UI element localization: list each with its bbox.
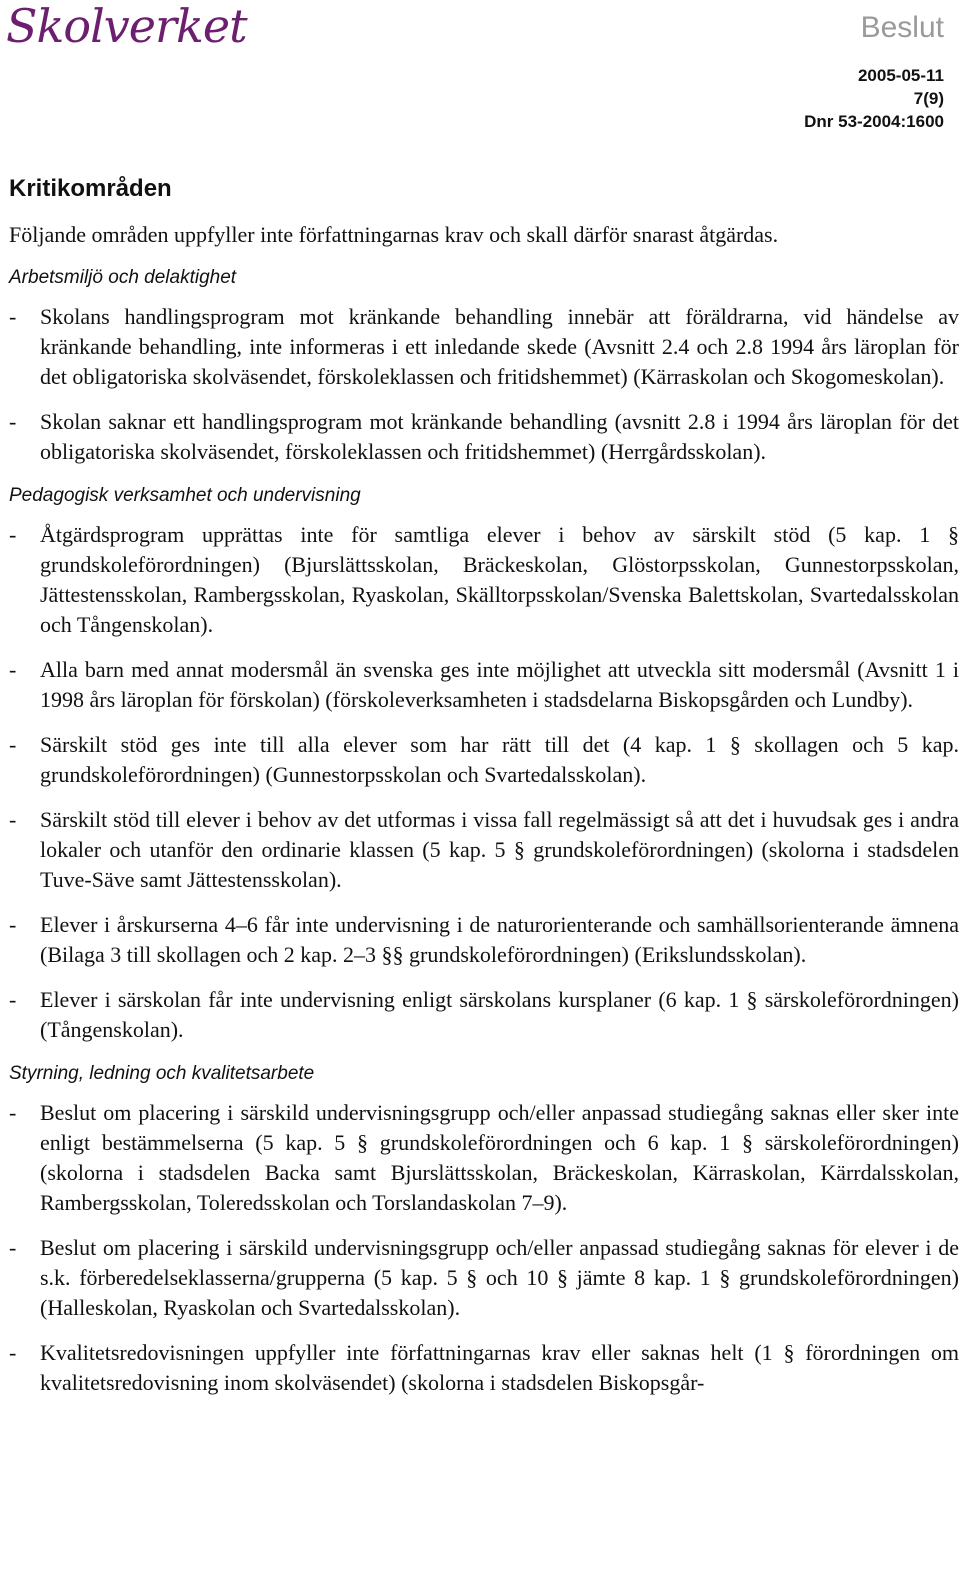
- section-pedagogisk: [9, 482, 959, 1045]
- list-item-text: Beslut om placering i särskild undervisningsgrupp och/eller anpassad studiegång saknas för elever i de s.k. förberedelseklasserna/grupperna (5 kap. 5 § och 10 § jämte 8 kap. 1 § grundskoleförordningen) (Halleskolan, Ryaskolan och Svartedalsskolan).: [40, 1235, 959, 1320]
- list-item: - Skolans handlingsprogram mot kränkande behandling innebär att föräldrarna, vid händelse av kränkande behandling, inte informeras i ett inledande skede (Avsnitt 2.4 och 2.8 1994 års läroplan för det obligatoriska skolväsendet, förskoleklassen och fritidshemmet) (Kärraskolan och Skogomeskolan).: [9, 304, 959, 389]
- criticism-list: [9, 302, 959, 467]
- criticism-list: [9, 520, 959, 1045]
- document-date: 2005-05-11: [857, 66, 944, 85]
- list-item-text: Skolans handlingsprogram mot kränkande behandling innebär att föräldrarna, vid händelse av kränkande behandling, inte informeras i ett inledande skede (Avsnitt 2.4 och 2.8 1994 års läroplan för det obligatoriska skolväsendet, förskoleklassen och fritidshemmet) (Kärraskolan och Skogomeskolan).: [40, 304, 959, 389]
- list-item: - Alla barn med annat modersmål än svenska ges inte möjlighet att utveckla sitt modersmål (Avsnitt 1 i 1998 års läroplan för förskolan) (förskoleverksamheten i stadsdelarna Biskopsgården och Lundby).: [9, 657, 959, 712]
- list-item: - Kvalitetsredovisningen uppfyller inte författningarnas krav eller saknas helt (1 § förordningen om kvalitetsredovisning inom skolväsendet) (skolorna i stadsdelen Biskopsgår-: [9, 1340, 959, 1395]
- list-item-text: Elever i årskurserna 4–6 får inte undervisning i de naturorienterande och samhällsorienterande ämnena (Bilaga 3 till skollagen och 2 kap. 2–3 §§ grundskoleförordningen) (Erikslundsskolan).: [40, 912, 959, 967]
- criticism-list: [9, 1098, 959, 1398]
- list-item-text: Särskilt stöd till elever i behov av det utformas i vissa fall regelmässigt så att det i huvudsak ges i andra lokaler och utanför den ordinarie klassen (5 kap. 5 § grundskoleförordningen) (skolorna i stadsdelen Tuve-Säve samt Jättestensskolan).: [40, 807, 959, 892]
- document-body: [9, 172, 959, 1413]
- list-item-text: Alla barn med annat modersmål än svenska ges inte möjlighet att utveckla sitt modersmål (Avsnitt 1 i 1998 års läroplan för förskolan) (förskoleverksamheten i stadsdelarna Biskopsgården och Lundby).: [40, 657, 959, 712]
- list-item-text: Kvalitetsredovisningen uppfyller inte författningarnas krav eller saknas helt (1 § förordningen om kvalitetsredovisning inom skolväsendet) (skolorna i stadsdelen Biskopsgår-: [40, 1340, 959, 1395]
- list-item: - Särskilt stöd till elever i behov av det utformas i vissa fall regelmässigt så att det i huvudsak ges i andra lokaler och utanför den ordinarie klassen (5 kap. 5 § grundskoleförordningen) (skolorna i stadsdelen Tuve-Säve samt Jättestensskolan).: [9, 807, 959, 892]
- section-styrning: [9, 1060, 959, 1398]
- list-item-text: Åtgärdsprogram upprättas inte för samtliga elever i behov av särskilt stöd (5 kap. 1 § grundskoleförordningen) (Bjurslättsskolan, Bräckeskolan, Glöstorpsskolan, Gunnestorpsskolan, Jättestensskolan, Rambergsskolan, Ryaskolan, Skälltorpsskolan/Svenska Balettskolan, Svartedalsskolan och Tångenskolan).: [40, 522, 959, 637]
- list-item: - Beslut om placering i särskild undervisningsgrupp och/eller anpassad studiegång saknas eller sker inte enligt bestämmelserna (5 kap. 5 § grundskoleförordningen och 6 kap. 1 § särskoleförordningen) (skolorna i stadsdelen Backa samt Bjurslättsskolan, Bräckeskolan, Kärraskolan, Kärrdalsskolan, Rambergsskolan, Toleredsskolan och Torslandaskolan 7–9).: [9, 1100, 959, 1215]
- list-item: - Elever i årskurserna 4–6 får inte undervisning i de naturorienterande och samhällsorienterande ämnena (Bilaga 3 till skollagen och 2 kap. 2–3 §§ grundskoleförordningen) (Erikslundsskolan).: [9, 912, 959, 967]
- section-heading: Styrning, ledning och kvalitetsarbete: [9, 1063, 315, 1084]
- list-item-text: Särskilt stöd ges inte till alla elever som har rätt till det (4 kap. 1 § skollagen och 5 kap. grundskoleförordningen) (Gunnestorpsskolan och Svartedalsskolan).: [40, 732, 959, 787]
- section-heading: Arbetsmiljö och delaktighet: [9, 267, 237, 288]
- list-item: - Åtgärdsprogram upprättas inte för samtliga elever i behov av särskilt stöd (5 kap. 1 § grundskoleförordningen) (Bjurslättsskolan, Bräckeskolan, Glöstorpsskolan, Gunnestorpsskolan, Jättestensskolan, Rambergsskolan, Ryaskolan, Skälltorpsskolan/Svenska Balettskolan, Svartedalsskolan och Tångenskolan).: [9, 522, 959, 637]
- list-item-text: Skolan saknar ett handlingsprogram mot kränkande behandling (avsnitt 2.8 i 1994 års läroplan för det obligatoriska skolväsendet, förskoleklassen och fritidshemmet) (Herrgårdsskolan).: [40, 409, 959, 464]
- list-item-text: Beslut om placering i särskild undervisningsgrupp och/eller anpassad studiegång saknas eller sker inte enligt bestämmelserna (5 kap. 5 § grundskoleförordningen och 6 kap. 1 § särskoleförordningen) (skolorna i stadsdelen Backa samt Bjurslättsskolan, Bräckeskolan, Kärraskolan, Kärrdalsskolan, Rambergsskolan, Toleredsskolan och Torslandaskolan 7–9).: [40, 1100, 959, 1215]
- document-type: Beslut: [860, 11, 944, 44]
- list-item: - Elever i särskolan får inte undervisning enligt särskolans kursplaner (6 kap. 1 § särskoleförordningen) (Tångenskolan).: [9, 987, 959, 1042]
- section-heading: Pedagogisk verksamhet och undervisning: [9, 485, 361, 506]
- intro-paragraph: Följande områden uppfyller inte författningarnas krav och skall därför snarast åtgärdas.: [9, 222, 779, 247]
- page-title: Kritikområden: [9, 175, 172, 202]
- reference-number: Dnr 53-2004:1600: [804, 112, 944, 131]
- section-arbetsmiljo: [9, 264, 959, 467]
- document-meta: [804, 64, 944, 133]
- list-item-text: Elever i särskolan får inte undervisning enligt särskolans kursplaner (6 kap. 1 § särskoleförordningen) (Tångenskolan).: [40, 987, 959, 1042]
- logo: Skolverket: [6, 0, 247, 53]
- list-item: - Särskilt stöd ges inte till alla elever som har rätt till det (4 kap. 1 § skollagen och 5 kap. grundskoleförordningen) (Gunnestorpsskolan och Svartedalsskolan).: [9, 732, 959, 787]
- page-number: 7(9): [913, 89, 944, 108]
- list-item: - Beslut om placering i särskild undervisningsgrupp och/eller anpassad studiegång saknas för elever i de s.k. förberedelseklasserna/grupperna (5 kap. 5 § och 10 § jämte 8 kap. 1 § grundskoleförordningen) (Halleskolan, Ryaskolan och Svartedalsskolan).: [9, 1235, 959, 1320]
- list-item: - Skolan saknar ett handlingsprogram mot kränkande behandling (avsnitt 2.8 i 1994 års läroplan för det obligatoriska skolväsendet, förskoleklassen och fritidshemmet) (Herrgårdsskolan).: [9, 409, 959, 464]
